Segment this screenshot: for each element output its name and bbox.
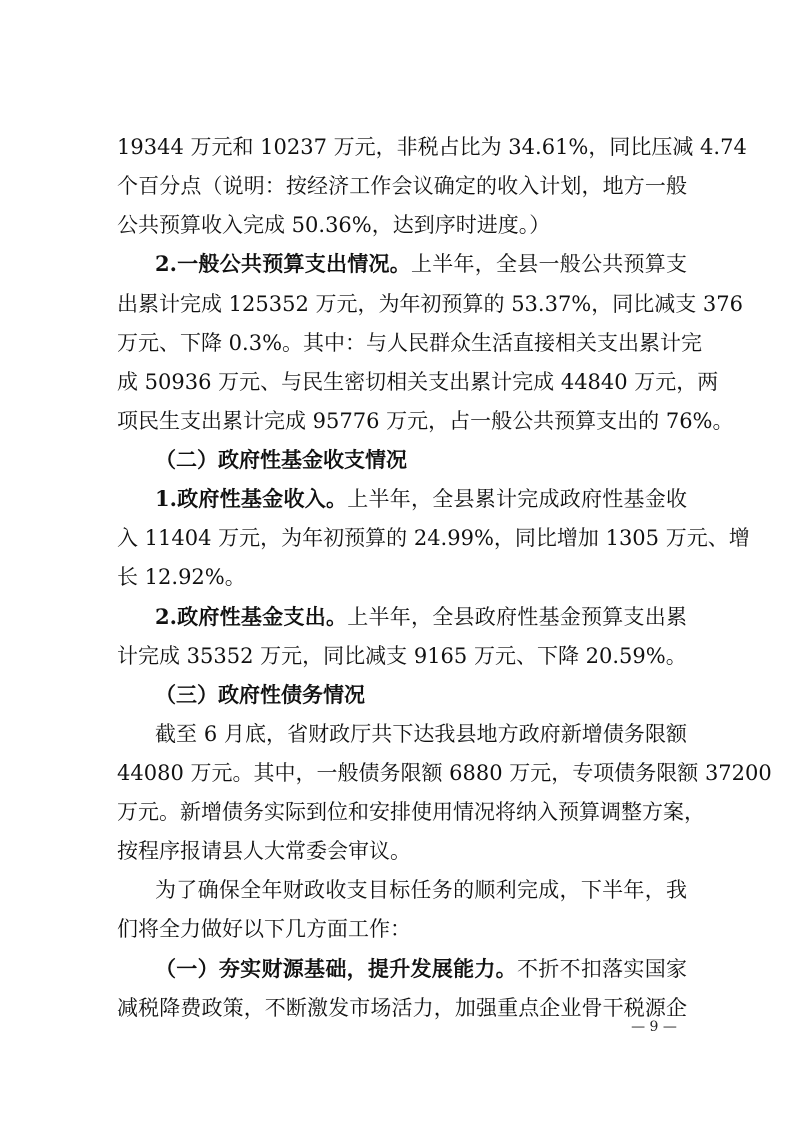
body-line-12 xyxy=(117,557,687,597)
paragraph-gov-fund-expenditure xyxy=(155,597,687,637)
paragraph-lead-bold: （一）夯实财源基础，提升发展能力。 xyxy=(155,956,517,981)
paragraph-second-half-intro xyxy=(155,870,687,910)
section-heading-text: （三）政府性债务情况 xyxy=(155,682,365,707)
section-heading-gov-fund xyxy=(155,440,687,480)
line-text: 个百分点（说明：按经济工作会议确定的收入计划，地方一般 xyxy=(117,174,687,198)
paragraph-lead-bold: 2.政府性基金支出。 xyxy=(155,604,348,629)
body-line-6 xyxy=(117,323,703,363)
line-text: 为了确保全年财政收支目标任务的顺利完成，下半年，我 xyxy=(155,878,687,902)
body-line-2 xyxy=(117,166,687,206)
line-text: 长 12.92%。 xyxy=(117,565,246,589)
line-text: 们将全力做好以下几方面工作： xyxy=(117,917,411,941)
line-text: 上半年，全县政府性基金预算支出累 xyxy=(347,605,687,629)
line-text: 截至 6 月底，省财政厅共下达我县地方政府新增债务限额 xyxy=(155,722,687,746)
body-line-23 xyxy=(117,988,687,1028)
body-line-5 xyxy=(117,284,744,324)
line-text: 上半年，全县累计完成政府性基金收 xyxy=(347,487,687,511)
body-line-1 xyxy=(117,127,747,167)
line-text: 入 11404 万元，为年初预算的 24.99%，同比增加 1305 万元、增 xyxy=(117,526,750,550)
line-text: 万元、下降 0.3%。其中：与人民群众生活直接相关支出累计完 xyxy=(117,331,703,355)
body-line-21 xyxy=(117,909,687,949)
body-line-14 xyxy=(117,636,687,676)
body-line-11 xyxy=(117,518,750,558)
body-line-3 xyxy=(117,205,687,245)
paragraph-consolidate-revenue-base xyxy=(155,949,687,989)
body-line-7 xyxy=(117,362,719,402)
line-text: 项民生支出累计完成 95776 万元，占一般公共预算支出的 76%。 xyxy=(117,409,734,433)
section-heading-text: （二）政府性基金收支情况 xyxy=(155,447,407,472)
body-line-18 xyxy=(117,792,705,832)
line-text: 成 50936 万元、与民生密切相关支出累计完成 44840 万元，两 xyxy=(117,370,719,394)
section-heading-gov-debt xyxy=(155,675,687,715)
paragraph-debt xyxy=(155,714,687,754)
page-number: — 9 — xyxy=(631,1019,677,1035)
paragraph-lead-bold: 2.一般公共预算支出情况。 xyxy=(155,251,411,276)
line-text: 减税降费政策，不断激发市场活力，加强重点企业骨干税源企 xyxy=(117,996,687,1020)
body-line-8 xyxy=(117,401,734,441)
paragraph-general-budget-expenditure xyxy=(155,244,687,284)
line-text: 44080 万元。其中，一般债务限额 6880 万元，专项债务限额 37200 xyxy=(117,761,772,785)
body-line-17 xyxy=(117,753,772,793)
paragraph-lead-bold: 1.政府性基金收入。 xyxy=(155,486,348,511)
line-text: 不折不扣落实国家 xyxy=(516,957,688,981)
paragraph-gov-fund-revenue xyxy=(155,479,687,519)
line-text: 公共预算收入完成 50.36%，达到序时进度。） xyxy=(117,213,551,237)
line-text: 计完成 35352 万元，同比减支 9165 万元、下降 20.59%。 xyxy=(117,644,687,668)
body-line-19 xyxy=(117,831,687,871)
line-text: 19344 万元和 10237 万元，非税占比为 34.61%，同比压减 4.74 xyxy=(117,135,747,159)
line-text: 出累计完成 125352 万元，为年初预算的 53.37%，同比减支 376 xyxy=(117,292,744,316)
line-text: 按程序报请县人大常委会审议。 xyxy=(117,839,411,863)
line-text: 万元。新增债务实际到位和安排使用情况将纳入预算调整方案， xyxy=(117,800,705,824)
line-text: 上半年，全县一般公共预算支 xyxy=(410,252,688,276)
